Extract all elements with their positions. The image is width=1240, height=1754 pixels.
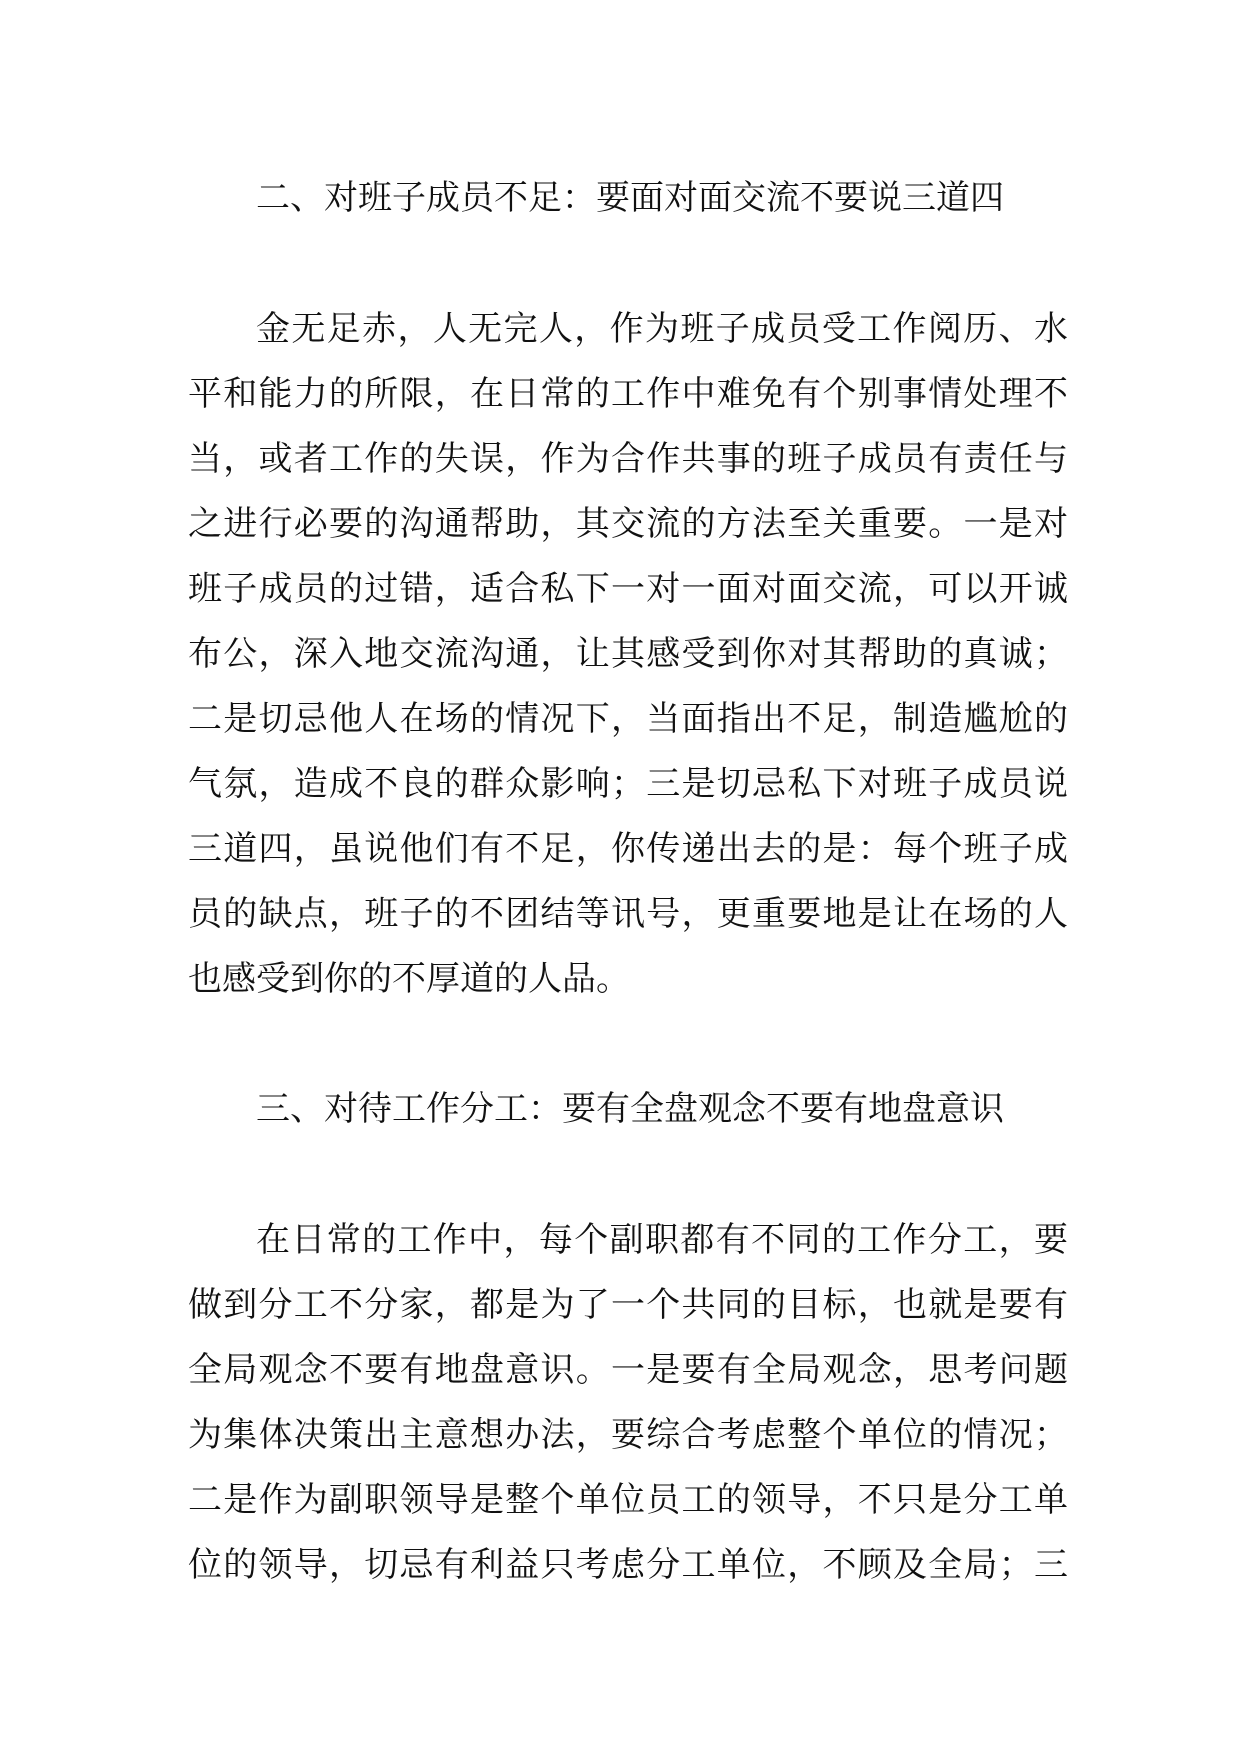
paragraph-line: 也感受到你的不厚道的人品。	[188, 959, 630, 999]
paragraph-line: 为集体决策出主意想办法，要综合考虑整个单位的情况；	[188, 1415, 1068, 1455]
paragraph-line: 在日常的工作中，每个副职都有不同的工作分工，要	[256, 1220, 1068, 1260]
paragraph-line: 位的领导，切忌有利益只考虑分工单位，不顾及全局；三	[188, 1545, 1068, 1585]
paragraph-line: 班子成员的过错，适合私下一对一面对面交流，可以开诚	[188, 569, 1068, 609]
paragraph-line: 平和能力的所限，在日常的工作中难免有个别事情处理不	[188, 374, 1068, 414]
paragraph-line: 之进行必要的沟通帮助，其交流的方法至关重要。一是对	[188, 504, 1068, 544]
paragraph-line: 员的缺点，班子的不团结等讯号，更重要地是让在场的人	[188, 894, 1068, 934]
paragraph-line: 当，或者工作的失误，作为合作共事的班子成员有责任与	[188, 439, 1068, 479]
paragraph-line: 金无足赤，人无完人，作为班子成员受工作阅历、水	[256, 309, 1068, 349]
paragraph-line: 三道四，虽说他们有不足，你传递出去的是：每个班子成	[188, 829, 1068, 869]
paragraph-line: 全局观念不要有地盘意识。一是要有全局观念，思考问题	[188, 1350, 1068, 1390]
section-heading-3: 三、对待工作分工：要有全盘观念不要有地盘意识	[256, 1089, 1004, 1129]
section-heading-2: 二、对班子成员不足：要面对面交流不要说三道四	[256, 178, 1004, 218]
paragraph-line: 布公，深入地交流沟通，让其感受到你对其帮助的真诚；	[188, 634, 1068, 674]
paragraph-line: 二是切忌他人在场的情况下，当面指出不足，制造尴尬的	[188, 699, 1068, 739]
paragraph-line: 二是作为副职领导是整个单位员工的领导，不只是分工单	[188, 1480, 1068, 1520]
paragraph-line: 做到分工不分家，都是为了一个共同的目标，也就是要有	[188, 1285, 1068, 1325]
paragraph-line: 气氛，造成不良的群众影响；三是切忌私下对班子成员说	[188, 764, 1068, 804]
